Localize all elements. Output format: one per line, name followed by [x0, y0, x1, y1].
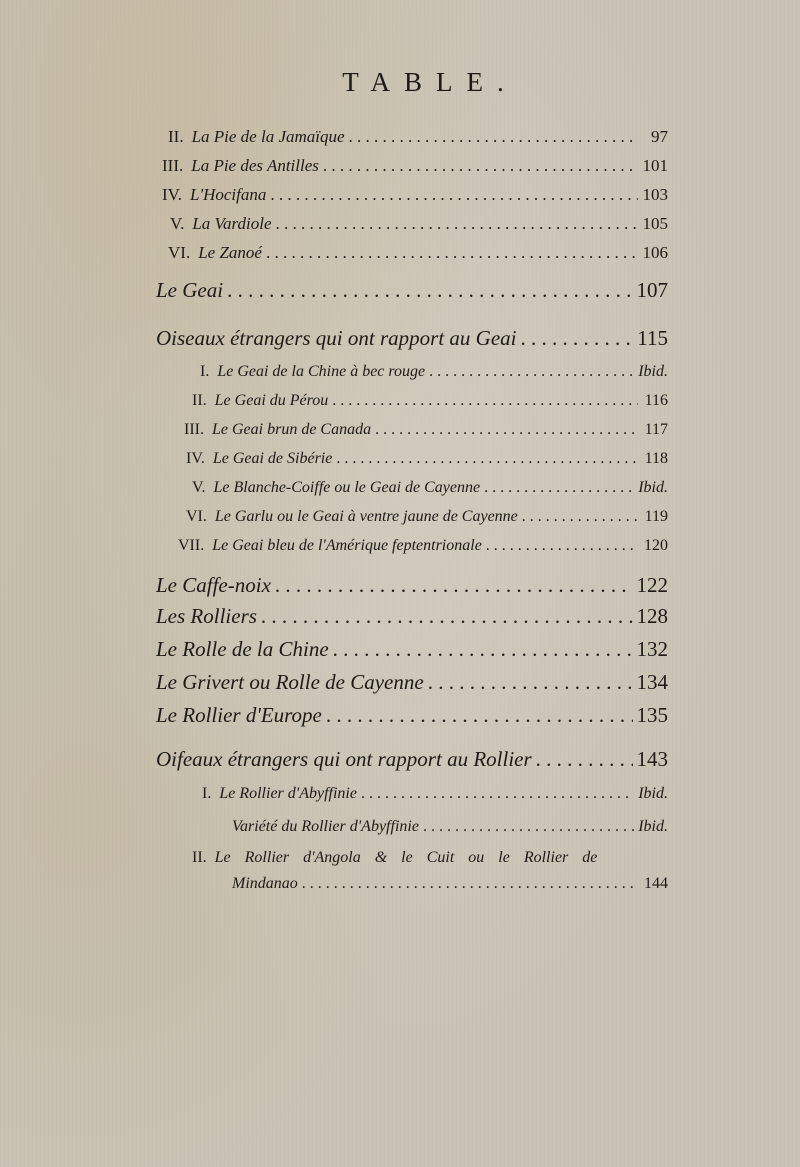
page-number: 107	[636, 278, 668, 302]
leader-dots	[333, 637, 633, 662]
entry-title: Le Rollier d'Abyffinie	[219, 785, 357, 802]
entry-number: I.	[200, 363, 210, 380]
entry-title: Le Rolle de la Chine	[156, 637, 329, 661]
leader-dots	[336, 450, 638, 468]
entry-title: Le Geai de Sibérie	[212, 450, 333, 467]
entry-title: Le Caffe-noix	[156, 573, 271, 597]
toc-entry[interactable]	[170, 214, 668, 234]
leader-dots	[276, 214, 638, 234]
entry-number: VI.	[186, 508, 207, 525]
toc-entry[interactable]	[168, 127, 668, 147]
page-number: 132	[636, 637, 668, 661]
page-number: 120	[644, 537, 668, 554]
page-number: Ibid.	[638, 785, 668, 802]
toc-entry[interactable]	[156, 326, 668, 351]
page-number: 115	[637, 326, 668, 350]
entry-title: Le Grivert ou Rolle de Cayenne	[156, 670, 424, 694]
toc-entry[interactable]	[156, 703, 668, 728]
leader-dots	[266, 243, 638, 263]
page-number: Ibid.	[638, 818, 668, 835]
entry-title: Oiseaux étrangers qui ont rapport au Geai	[156, 326, 517, 350]
toc-entry[interactable]	[178, 537, 668, 555]
toc-entry[interactable]	[162, 185, 668, 205]
toc-entry[interactable]	[156, 278, 668, 303]
entry-title: Oifeaux étrangers qui ont rapport au Rollier	[156, 747, 532, 771]
toc-entry[interactable]	[192, 392, 668, 410]
entry-number: VII.	[178, 537, 205, 554]
page-number: 105	[642, 214, 668, 233]
toc-entry[interactable]	[202, 785, 668, 803]
leader-dots	[302, 875, 638, 893]
page-number: 101	[642, 156, 668, 175]
entry-title: La Pie de la Jamaïque	[191, 127, 345, 146]
toc-entry[interactable]	[168, 243, 668, 263]
entry-number: VI.	[168, 243, 191, 262]
leader-dots	[349, 127, 638, 147]
leader-dots	[375, 421, 638, 439]
toc-entry-continuation[interactable]	[232, 875, 668, 893]
page-number: Ibid.	[638, 363, 668, 380]
entry-number: V.	[192, 479, 206, 496]
entry-title: Les Rolliers	[156, 604, 257, 628]
entry-title: Le Rollier d'Europe	[156, 703, 322, 727]
entry-number: II.	[192, 392, 207, 409]
entry-title: Le Geai du Pérou	[214, 392, 329, 409]
toc-entry[interactable]	[186, 450, 668, 468]
page-number: 143	[636, 747, 668, 771]
toc-entry[interactable]	[156, 637, 668, 662]
entry-title: Le Blanche-Coiffe ou le Geai de Cayenne	[213, 479, 481, 496]
entry-number: II.	[168, 127, 184, 146]
entry-number: V.	[170, 214, 185, 233]
entry-title: Le Geai brun de Canada	[211, 421, 372, 438]
page-number: 134	[636, 670, 668, 694]
page-number: 103	[642, 185, 668, 204]
leader-dots	[429, 363, 634, 381]
leader-dots	[361, 785, 634, 803]
entry-number: II.	[192, 849, 207, 866]
leader-dots	[520, 326, 633, 351]
page-number: 122	[636, 573, 668, 597]
entry-title: Le Zanoé	[198, 243, 262, 262]
page-number: 116	[644, 392, 668, 409]
toc-entry[interactable]	[156, 573, 668, 598]
page-number: 118	[644, 450, 668, 467]
leader-dots	[270, 185, 638, 205]
leader-dots	[522, 508, 638, 526]
toc-entry[interactable]	[184, 421, 668, 439]
page-number: 97	[651, 127, 668, 146]
leader-dots	[261, 604, 633, 629]
page-title: TABLE.	[342, 67, 518, 97]
leader-dots	[275, 573, 633, 598]
page-number: Ibid.	[638, 479, 668, 496]
entry-number: III.	[162, 156, 184, 175]
entry-number: IV.	[186, 450, 205, 467]
entry-number: III.	[184, 421, 204, 438]
entry-number: I.	[202, 785, 212, 802]
entry-number: IV.	[162, 185, 182, 204]
leader-dots	[332, 392, 638, 410]
page-number: 128	[636, 604, 668, 628]
entry-title: Mindanao	[232, 875, 298, 892]
toc-entry[interactable]	[156, 670, 668, 695]
page-number: 135	[636, 703, 668, 727]
toc-entry[interactable]	[156, 747, 668, 772]
leader-dots	[428, 670, 633, 695]
entry-title: Le Garlu ou le Geai à ventre jaune de Cayenne	[214, 508, 518, 525]
toc-entry[interactable]	[192, 849, 666, 867]
entry-title: La Pie des Antilles	[191, 156, 319, 175]
entry-title: Le Geai	[156, 278, 224, 302]
toc-entry[interactable]	[200, 363, 668, 381]
toc-entry[interactable]	[156, 604, 668, 629]
entry-title: Le Geai de la Chine à bec rouge	[217, 363, 426, 380]
leader-dots	[423, 818, 634, 836]
page-number: 106	[642, 243, 668, 262]
toc-entry[interactable]	[192, 479, 668, 497]
page-number: 117	[644, 421, 668, 438]
entry-title: Le Rollier d'Angola & le Cuit ou le Rollier de	[214, 849, 598, 866]
page-number: 144	[644, 875, 668, 892]
page-number: 119	[644, 508, 668, 525]
entry-title: L'Hocifana	[190, 185, 267, 204]
leader-dots	[486, 537, 638, 555]
entry-title: Variété du Rollier d'Abyffinie	[232, 818, 419, 835]
entry-title: Le Geai bleu de l'Amérique feptentrionale	[212, 537, 482, 554]
toc-entry[interactable]	[162, 156, 668, 176]
entry-title: La Vardiole	[192, 214, 272, 233]
toc-entry[interactable]	[186, 508, 668, 526]
leader-dots	[227, 278, 632, 303]
toc-entry[interactable]	[232, 818, 668, 836]
leader-dots	[484, 479, 634, 497]
leader-dots	[536, 747, 633, 772]
leader-dots	[326, 703, 633, 728]
leader-dots	[323, 156, 638, 176]
